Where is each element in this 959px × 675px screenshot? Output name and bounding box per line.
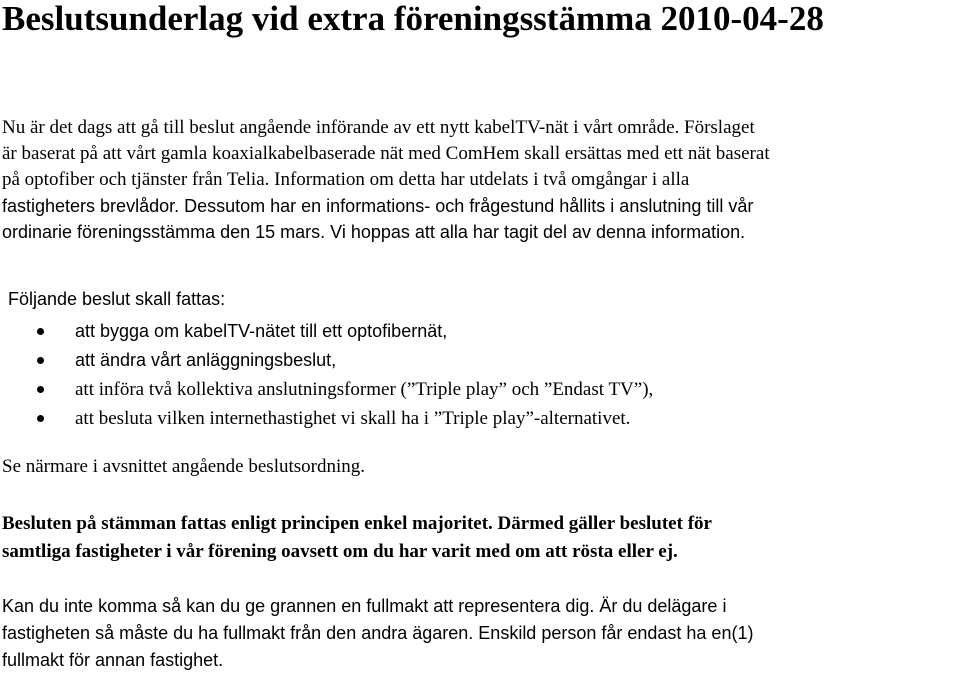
majority-line: Besluten på stämman fattas enligt principen enkel majoritet. Därmed gäller beslutet för xyxy=(2,513,712,534)
decision-text: att ändra vårt anläggningsbeslut, xyxy=(75,350,337,370)
proxy-line: fastigheten så måste du ha fullmakt från den andra ägaren. Enskild person får endast ha en(1) xyxy=(2,623,754,643)
proxy-line: fullmakt för annan fastighet. xyxy=(2,650,224,670)
intro-line: är baserat på att vårt gamla koaxialkabelbaserade nät med ComHem skall ersättas med ett nät baserat xyxy=(2,143,770,164)
decision-item xyxy=(0,375,959,404)
document-title: Beslutsunderlag vid extra föreningsstämma 2010-04-28 xyxy=(2,0,824,38)
intro-paragraph xyxy=(2,115,957,245)
decision-item xyxy=(0,346,959,375)
bullet-icon xyxy=(37,328,44,335)
decision-intro: Följande beslut skall fattas: xyxy=(8,289,226,309)
bullet-icon xyxy=(37,357,44,364)
intro-line: fastigheters brevlådor. Dessutom har en informations- och frågestund hållits i anslutning till vår xyxy=(2,196,754,216)
decision-text: att bygga om kabelTV-nätet till ett optofibernät, xyxy=(75,321,448,341)
majority-paragraph xyxy=(2,510,712,566)
proxy-paragraph xyxy=(2,593,753,674)
decision-text: att besluta vilken internethastighet vi skall ha i ”Triple play”-alternativet. xyxy=(75,408,631,429)
intro-line: ordinarie föreningsstämma den 15 mars. Vi hoppas att alla har tagit del av denna information. xyxy=(2,222,746,242)
see-more-note: Se närmare i avsnittet angående beslutsordning. xyxy=(2,456,366,477)
bullet-icon xyxy=(37,415,44,422)
proxy-line: Kan du inte komma så kan du ge grannen en fullmakt att representera dig. Är du delägare i xyxy=(2,596,727,616)
intro-line: Nu är det dags att gå till beslut angående införande av ett nytt kabelTV-nät i vårt område. Förslaget xyxy=(2,117,755,138)
decision-item xyxy=(0,317,959,346)
decision-text: att införa två kollektiva anslutningsformer (”Triple play” och ”Endast TV”), xyxy=(75,379,654,400)
intro-line: på optofiber och tjänster från Telia. Information om detta har utdelats i två omgångar i alla xyxy=(2,169,690,190)
decision-item xyxy=(0,404,959,433)
bullet-icon xyxy=(37,386,44,393)
majority-line: samtliga fastigheter i vår förening oavsett om du har varit med om att rösta eller ej. xyxy=(2,541,678,562)
decision-list xyxy=(0,317,959,433)
